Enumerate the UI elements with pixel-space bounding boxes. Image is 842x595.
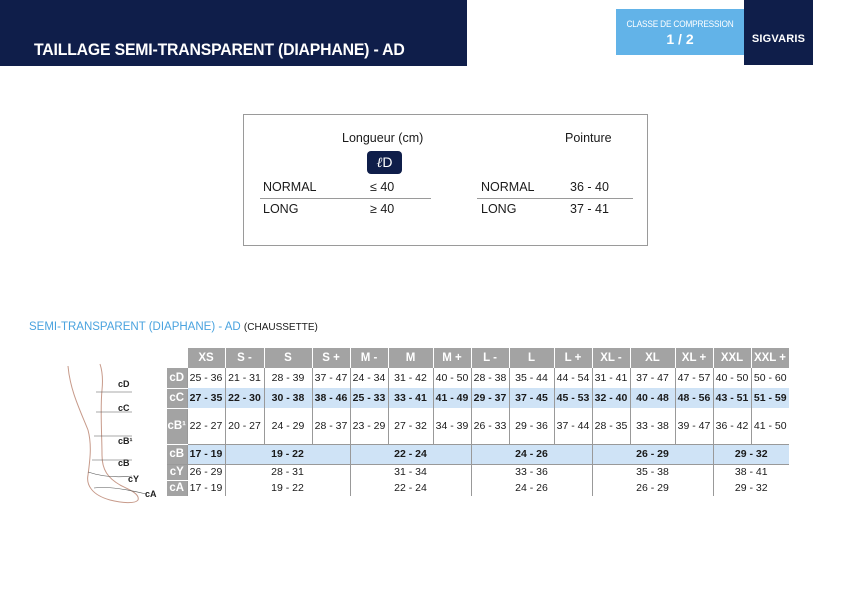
table-cell: 23 - 29	[350, 408, 388, 444]
length-badge	[367, 151, 402, 174]
table-cell: 17 - 19	[187, 444, 225, 464]
row-label: cD	[167, 368, 187, 388]
table-cell: 33 - 36	[471, 464, 592, 480]
table-cell: 39 - 47	[675, 408, 713, 444]
size-header-cell: L -	[471, 348, 509, 368]
row-long-name: LONG	[263, 202, 299, 216]
table-cell: 22 - 27	[187, 408, 225, 444]
divider-left	[260, 198, 431, 199]
table-cell: 51 - 59	[751, 388, 789, 408]
table-cell: 24 - 26	[471, 480, 592, 496]
table-cell: 48 - 56	[675, 388, 713, 408]
leg-label-cc: cC	[118, 403, 130, 413]
size-header-cell: M +	[433, 348, 471, 368]
row-normal-length: ≤ 40	[370, 180, 395, 194]
table-corner	[167, 348, 187, 368]
table-cell: 22 - 24	[350, 444, 471, 464]
table-cell: 41 - 50	[751, 408, 789, 444]
size-header-cell: XXL	[713, 348, 751, 368]
size-header-row	[167, 348, 789, 368]
size-header-cell: XXL +	[751, 348, 789, 368]
divider-right	[477, 198, 633, 199]
table-cell: 28 - 37	[312, 408, 350, 444]
size-header-cell: XL +	[675, 348, 713, 368]
table-row	[167, 480, 789, 496]
table-cell: 26 - 29	[592, 444, 713, 464]
table-row	[167, 444, 789, 464]
table-cell: 33 - 38	[630, 408, 675, 444]
table-cell: 26 - 29	[187, 464, 225, 480]
table-cell: 43 - 51	[713, 388, 751, 408]
table-cell: 37 - 44	[554, 408, 592, 444]
size-header-cell: XL	[630, 348, 675, 368]
table-cell: 24 - 29	[264, 408, 312, 444]
table-cell: 35 - 38	[592, 464, 713, 480]
row-label: cB¹	[167, 408, 187, 444]
table-cell: 32 - 40	[592, 388, 630, 408]
size-header-cell: M	[388, 348, 433, 368]
leg-label-ca: cA	[145, 489, 157, 499]
row-label: cY	[167, 464, 187, 480]
size-header-cell: L +	[554, 348, 592, 368]
table-cell: 24 - 34	[350, 368, 388, 388]
table-cell: 47 - 57	[675, 368, 713, 388]
table-cell: 31 - 34	[350, 464, 471, 480]
table-cell: 28 - 31	[225, 464, 350, 480]
row-label: cB	[167, 444, 187, 464]
table-cell: 37 - 45	[509, 388, 554, 408]
leg-label-cy: cY	[128, 474, 140, 484]
table-cell: 29 - 32	[713, 444, 789, 464]
page-title: TAILLAGE SEMI-TRANSPARENT (DIAPHANE) - AD	[34, 40, 405, 59]
leg-label-cb1: cB¹	[118, 436, 133, 446]
size-header-cell: M -	[350, 348, 388, 368]
shoe-heading: Pointure	[565, 131, 612, 145]
table-cell: 50 - 60	[751, 368, 789, 388]
section-title	[29, 321, 318, 333]
table-cell: 37 - 47	[312, 368, 350, 388]
compression-class-box	[616, 9, 744, 55]
table-cell: 22 - 30	[225, 388, 264, 408]
header-band	[0, 0, 467, 66]
section-title-main: SEMI-TRANSPARENT (DIAPHANE) - AD	[29, 321, 241, 333]
leg-label-cb: cB	[118, 458, 130, 468]
size-header-cell: XS	[187, 348, 225, 368]
length-shoe-size-box	[243, 114, 648, 246]
table-cell: 22 - 24	[350, 480, 471, 496]
table-row	[167, 464, 789, 480]
length-badge-sub: D	[382, 154, 393, 170]
table-row	[167, 388, 789, 408]
table-cell: 33 - 41	[388, 388, 433, 408]
brand-name: SIGVARIS	[751, 33, 806, 45]
leg-label-cd: cD	[118, 379, 130, 389]
size-header-cell: S -	[225, 348, 264, 368]
table-cell: 27 - 35	[187, 388, 225, 408]
table-cell: 38 - 46	[312, 388, 350, 408]
size-table	[167, 348, 790, 497]
table-row	[167, 368, 789, 388]
section-title-sub: (CHAUSSETTE)	[243, 322, 318, 333]
table-cell: 35 - 44	[509, 368, 554, 388]
table-cell: 40 - 48	[630, 388, 675, 408]
row-normal-shoe: 36 - 40	[570, 180, 609, 194]
table-cell: 28 - 38	[471, 368, 509, 388]
brand-logo	[744, 0, 813, 65]
table-cell: 19 - 22	[225, 444, 350, 464]
leg-diagram	[60, 360, 170, 510]
table-cell: 29 - 32	[713, 480, 789, 496]
row-long-length: ≥ 40	[370, 202, 395, 216]
table-cell: 38 - 41	[713, 464, 789, 480]
table-cell: 25 - 33	[350, 388, 388, 408]
length-heading: Longueur (cm)	[342, 131, 424, 145]
table-cell: 27 - 32	[388, 408, 433, 444]
table-cell: 28 - 35	[592, 408, 630, 444]
table-cell: 28 - 39	[264, 368, 312, 388]
size-table-body	[167, 368, 789, 496]
size-header-cell: XL -	[592, 348, 630, 368]
table-cell: 45 - 53	[554, 388, 592, 408]
row-normal-shoe-name: NORMAL	[481, 180, 535, 194]
table-cell: 41 - 49	[433, 388, 471, 408]
row-label: cA	[167, 480, 187, 496]
compression-value: 1 / 2	[666, 31, 694, 47]
table-row	[167, 408, 789, 444]
table-cell: 40 - 50	[713, 368, 751, 388]
table-cell: 21 - 31	[225, 368, 264, 388]
table-cell: 30 - 38	[264, 388, 312, 408]
table-cell: 34 - 39	[433, 408, 471, 444]
table-cell: 29 - 37	[471, 388, 509, 408]
row-long-shoe: 37 - 41	[570, 202, 609, 216]
size-header-cell: S +	[312, 348, 350, 368]
table-cell: 40 - 50	[433, 368, 471, 388]
table-cell: 37 - 47	[630, 368, 675, 388]
table-cell: 25 - 36	[187, 368, 225, 388]
table-cell: 31 - 41	[592, 368, 630, 388]
row-long-shoe-name: LONG	[481, 202, 517, 216]
size-header-cell: S	[264, 348, 312, 368]
table-cell: 19 - 22	[225, 480, 350, 496]
row-label: cC	[167, 388, 187, 408]
table-cell: 26 - 33	[471, 408, 509, 444]
table-cell: 44 - 54	[554, 368, 592, 388]
table-cell: 24 - 26	[471, 444, 592, 464]
row-normal-name: NORMAL	[263, 180, 317, 194]
table-cell: 36 - 42	[713, 408, 751, 444]
table-cell: 29 - 36	[509, 408, 554, 444]
length-badge-letter: ℓ	[376, 155, 383, 171]
compression-label: CLASSE DE COMPRESSION	[626, 19, 734, 29]
table-cell: 26 - 29	[592, 480, 713, 496]
table-cell: 17 - 19	[187, 480, 225, 496]
table-cell: 31 - 42	[388, 368, 433, 388]
size-header-cell: L	[509, 348, 554, 368]
table-cell: 20 - 27	[225, 408, 264, 444]
